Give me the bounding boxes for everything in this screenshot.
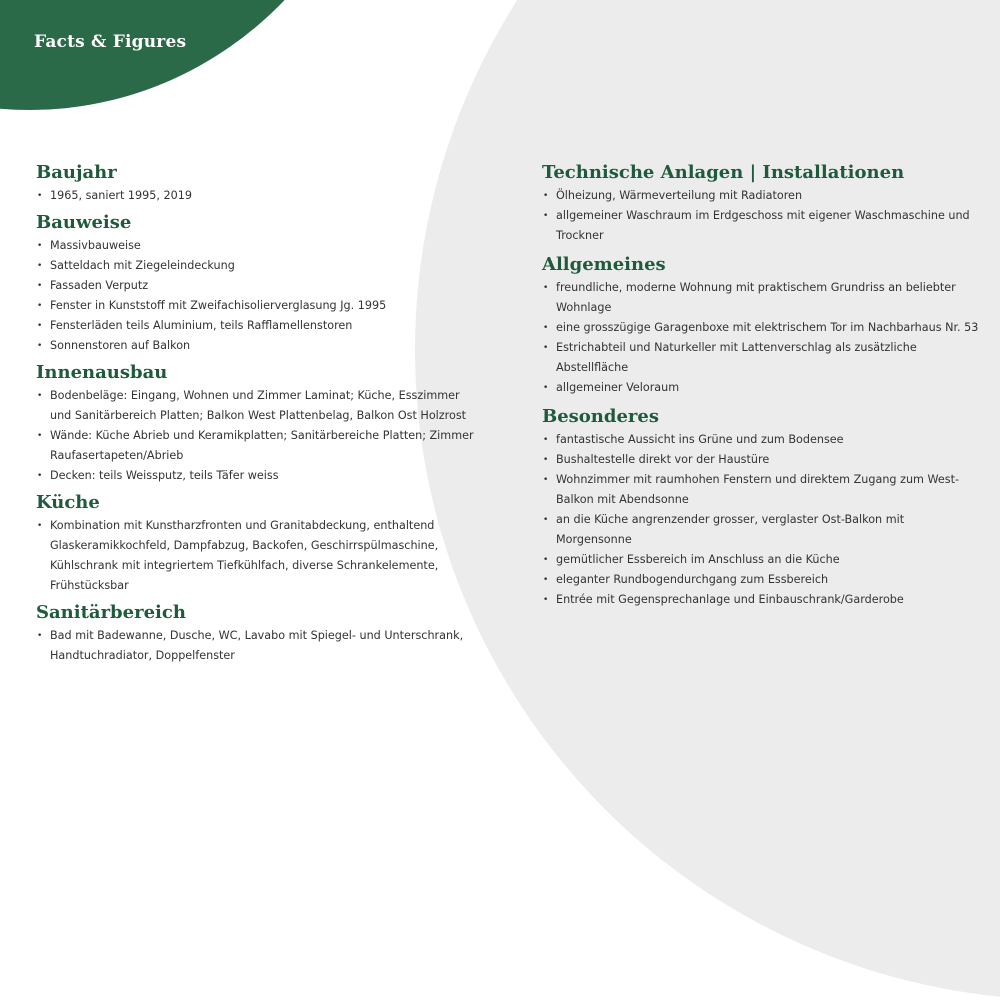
section-title: Sanitärbereich: [36, 602, 186, 623]
list-item: • Fassaden Verputz: [36, 276, 476, 296]
section-kueche: [36, 490, 476, 596]
section-title: Besonderes: [542, 406, 659, 427]
section-title: Bauweise: [36, 212, 132, 233]
section-technische-anlagen-installationen: [542, 160, 982, 246]
bullet-list: [542, 186, 982, 246]
list-item: • Massivbauweise: [36, 236, 476, 256]
left-column: [36, 160, 476, 670]
section-title: Baujahr: [36, 162, 117, 183]
list-item: • allgemeiner Waschraum im Erdgeschoss mit eigener Waschmaschine und Trockner: [542, 206, 982, 246]
section-title: Küche: [36, 492, 100, 513]
bullet-list: [36, 386, 476, 486]
list-item: • Fensterläden teils Aluminium, teils Rafflamellenstoren: [36, 316, 476, 336]
list-item: • Wände: Küche Abrieb und Keramikplatten; Sanitärbereiche Platten; Zimmer Raufasertapeten/Abrieb: [36, 426, 476, 466]
list-item: • Bad mit Badewanne, Dusche, WC, Lavabo mit Spiegel- und Unterschrank, Handtuchradiator, Doppelfenster: [36, 626, 476, 666]
list-item: • gemütlicher Essbereich im Anschluss an die Küche: [542, 550, 982, 570]
list-item: • Estrichabteil und Naturkeller mit Lattenverschlag als zusätzliche Abstellfläche: [542, 338, 982, 378]
list-item: • Entrée mit Gegensprechanlage und Einbauschrank/Garderobe: [542, 590, 982, 610]
list-item: • 1965, saniert 1995, 2019: [36, 186, 476, 206]
section-baujahr: [36, 160, 476, 206]
section-title: Technische Anlagen | Installationen: [542, 162, 905, 183]
section-title: Allgemeines: [542, 254, 666, 275]
list-item: • Wohnzimmer mit raumhohen Fenstern und direktem Zugang zum West-Balkon mit Abendsonne: [542, 470, 982, 510]
bullet-list: [36, 186, 476, 206]
list-item: • an die Küche angrenzender grosser, verglaster Ost-Balkon mit Morgensonne: [542, 510, 982, 550]
list-item: • Sonnenstoren auf Balkon: [36, 336, 476, 356]
section-allgemeines: [542, 252, 982, 398]
bullet-list: [36, 626, 476, 666]
bullet-list: [36, 516, 476, 596]
list-item: • allgemeiner Veloraum: [542, 378, 982, 398]
list-item: • Bushaltestelle direkt vor der Haustüre: [542, 450, 982, 470]
header-blob: [0, 0, 390, 110]
bullet-list: [542, 278, 982, 398]
section-title: Innenausbau: [36, 362, 168, 383]
section-bauweise: [36, 210, 476, 356]
page-title: Facts & Figures: [34, 32, 187, 52]
list-item: • eleganter Rundbogendurchgang zum Essbereich: [542, 570, 982, 590]
list-item: • fantastische Aussicht ins Grüne und zum Bodensee: [542, 430, 982, 450]
section-besonderes: [542, 404, 982, 610]
list-item: • Satteldach mit Ziegeleindeckung: [36, 256, 476, 276]
section-sanitaerbereich: [36, 600, 476, 666]
bullet-list: [36, 236, 476, 356]
list-item: • freundliche, moderne Wohnung mit praktischem Grundriss an beliebter Wohnlage: [542, 278, 982, 318]
list-item: • Bodenbeläge: Eingang, Wohnen und Zimmer Laminat; Küche, Esszimmer und Sanitärbereich Platten; Balkon West Plattenbelag, Balkon Ost Holzrost: [36, 386, 476, 426]
list-item: • Kombination mit Kunstharzfronten und Granitabdeckung, enthaltend Glaskeramikkochfeld, Dampfabzug, Backofen, Geschirrspülmaschine, Kühlschrank mit integriertem Tiefkühlfach, diverse Schrankelemente, Frühstücksbar: [36, 516, 476, 596]
section-innenausbau: [36, 360, 476, 486]
bullet-list: [542, 430, 982, 610]
list-item: • Ölheizung, Wärmeverteilung mit Radiatoren: [542, 186, 982, 206]
list-item: • Decken: teils Weissputz, teils Täfer weiss: [36, 466, 476, 486]
right-column: [542, 160, 982, 616]
list-item: • Fenster in Kunststoff mit Zweifachisolierverglasung Jg. 1995: [36, 296, 476, 316]
list-item: • eine grosszügige Garagenboxe mit elektrischem Tor im Nachbarhaus Nr. 53: [542, 318, 982, 338]
